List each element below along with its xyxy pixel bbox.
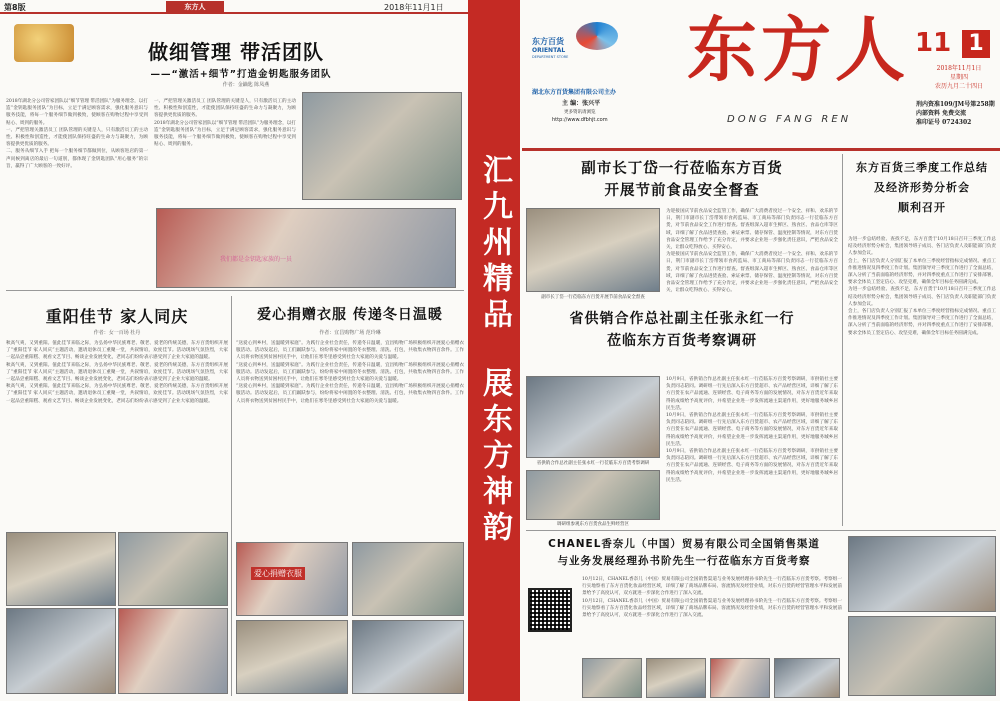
page-number: 第8版 xyxy=(4,3,26,12)
article-title-line: 顺利召开 xyxy=(898,201,946,214)
celebration-photo-2 xyxy=(118,532,228,606)
food-safety-photo xyxy=(526,208,660,292)
article-paragraph: 为迎接国庆节前食品安全监管工作，确保广大消费者度过一个安全、祥和、欢乐的节日，荆门市副市长丁岱带领市食药监局、市工商局等部门负责同志一行莅临东方百货，对节前食品安全工作进行督查。督查组深入超市生鲜区、熟食区、食品仓库等区域，详细了解了食品进货查验、索证索票、储存保管、温度控制等情况，对东方百货食品安全管理工作给予了充分肯定，并要求企业进一步强化责任意识，严把食品安全关，让群众吃得放心、买得安心。 xyxy=(666,252,838,294)
article-chanel xyxy=(526,536,842,700)
left-page-header xyxy=(0,0,468,14)
header-masthead-badge xyxy=(166,1,224,12)
brand-logo-icon xyxy=(576,22,618,50)
editor-name: 张兴平 xyxy=(582,100,601,107)
chanel-photo-3 xyxy=(710,658,770,698)
article-title xyxy=(848,158,996,218)
article-q3-summary xyxy=(848,154,996,700)
article-byline: 作者：女一百场 杜丹 xyxy=(93,330,141,336)
permit-number: 刑内资准109/JM号第258期 xyxy=(916,101,995,108)
banner-text: 爱心捐赠衣服 xyxy=(251,567,305,580)
divider-vertical xyxy=(231,296,232,696)
article-food-safety xyxy=(526,154,838,300)
masthead-pinyin: DONG FANG REN xyxy=(727,114,852,125)
sponsor-line: 湖北东方百货集团有限公司主办 xyxy=(532,89,617,96)
article-emblem xyxy=(14,24,74,62)
website-link[interactable]: http://www.dfbhjt.com xyxy=(552,117,608,123)
chanel-photo-1 xyxy=(582,658,642,698)
article-title-line: CHANEL香奈儿（中国）贸易有限公司全国销售渠道 xyxy=(548,538,820,550)
chanel-photo-4 xyxy=(774,658,840,698)
article-paragraph: 为进一步总结经验、查找不足，东方百货于10月18日召开三季度工作总结及经济形势分析会，集团领导班子成员、各门店负责人及职能部门负责人参加会议。 xyxy=(848,287,996,307)
article-paragraph: “送爱心到乡村，送温暖到家庭”。为践行企业社会责任，传递冬日温暖，宜昌购物广场积极组织开展爱心捐赠衣服活动。活动发起后，员工们踊跃参与，纷纷将家中闲置的冬衣整理、清洗、打包，共收集衣物四百余件。工作人员将衣物送到贫困村民手中，让他们在寒冬里感受到社会大家庭的关爱与温暖。 xyxy=(236,384,464,404)
meeting-photo-1 xyxy=(848,536,996,612)
article-supply-coop xyxy=(526,308,838,528)
divider xyxy=(6,290,464,291)
article-title-line: 莅临东方百货考察调研 xyxy=(607,333,757,349)
brand-name-en: ORIENTAL xyxy=(532,47,566,54)
donation-photo-3 xyxy=(236,620,348,694)
article-paragraph: “送爱心到乡村，送温暖到家庭”。为践行企业社会责任，传递冬日温暖，宜昌购物广场积极组织开展爱心捐赠衣服活动。活动发起后，员工们踊跃参与，纷纷将家中闲置的冬衣整理、清洗、打包，共收集衣物四百余件。工作人员将衣物送到贫困村民手中，让他们在寒冬里感受到社会大家庭的关爱与温暖。 xyxy=(236,362,464,383)
article-title-line: 开展节前食品安全督查 xyxy=(604,183,760,199)
issue-date: 2018年11月1日 xyxy=(936,65,982,72)
article-title: 重阳佳节 家人同庆 xyxy=(45,307,189,326)
center-spine xyxy=(468,0,520,701)
article-byline: 作者：宜昌购物广场 范玲琳 xyxy=(319,330,381,336)
meeting-photo-2 xyxy=(848,616,996,696)
issue-info xyxy=(920,64,998,91)
article-body-col2 xyxy=(154,98,296,208)
article-title-line: 与业务发展经理孙书阶先生一行莅临东方百货考察 xyxy=(557,555,811,567)
article-title xyxy=(526,536,842,570)
article-paragraph: 10月9日，省供销合作总社副主任张永红一行莅临东方百货考察调研，市供销社主要负责同志陪同。调研组一行先后深入东方百货超市、农产品经营区域，详细了解了东方百货在农产品流通、连锁经营、电子商务等方面的发展情况，对东方百货近年来取得的成绩给予高度评价，并希望企业进一步发挥流通主渠道作用，更好地服务城乡居民生活。 xyxy=(666,449,838,483)
article-body xyxy=(666,208,838,304)
divider-vertical xyxy=(842,154,843,526)
celebration-photo-3 xyxy=(6,608,116,694)
article-title: 做细管理 带活团队 xyxy=(148,40,324,64)
masthead xyxy=(522,0,1000,148)
article-subtitle: ——“激活+细节”打造金钥匙服务团队 xyxy=(150,69,332,80)
article-paragraph: 会上，各门店负责人分别汇报了本单位三季度经营指标完成情况、重点工作推进情况及四季度工作计划。集团领导对三季度工作进行了全面总结，深入分析了当前面临的经济形势，并对四季度重点工作进行了安排部署，要求全体员工坚定信心、攻坚克难，确保全年目标任务圆满完成。 xyxy=(848,258,996,286)
editor-line xyxy=(562,98,600,107)
article-byline: 作者：金鑰匙 陈凤燕 xyxy=(222,82,270,88)
article-paragraph: 一、严把管理关激活员工 团队管理的关键是人，只有激活员工的主动性、积极性和创造性，才能使团队保持旺盛的生命力与凝聚力，为顾客提供更优质的服务。 xyxy=(6,127,148,148)
article-team-management xyxy=(6,18,464,290)
issue-lunar: 农历九月二十四日 xyxy=(934,83,983,90)
more-info: 更多资讯请浏览 xyxy=(564,110,596,115)
article-title xyxy=(526,158,838,202)
issue-month: 11 xyxy=(915,28,952,58)
donation-photo-2 xyxy=(352,542,464,616)
permit-number-2: 准印证号 0724302 xyxy=(916,119,972,126)
brand-name: 东方百货 xyxy=(532,37,564,46)
coop-caption-1: 省供销合作总社副主任张永红一行莅临东方百货考察调研 xyxy=(536,461,650,466)
permit-info xyxy=(916,100,1000,127)
article-paragraph: “送爱心到乡村，送温暖到家庭”。为践行企业社会责任，传递冬日温暖，宜昌购物广场积极组织开展爱心捐赠衣服活动。活动发起后，员工们踊跃参与，纷纷将家中闲置的冬衣整理、清洗、打包，共收集衣物四百余件。工作人员将衣物送到贫困村民手中，让他们在寒冬里感受到社会大家庭的关爱与温暖。 xyxy=(236,341,464,361)
article-body xyxy=(848,236,996,526)
donation-photo-4 xyxy=(352,620,464,694)
qr-code[interactable] xyxy=(528,588,572,632)
editor-label: 主 编： xyxy=(562,100,583,107)
team-photo xyxy=(302,92,462,200)
article-title-line: 省供销合作总社副主任张永红一行 xyxy=(569,311,795,327)
article-paragraph: 一、严把管理关激活员工 团队管理的关键是人，只有激活员工的主动性、积极性和创造性，才能使团队保持旺盛的生命力与凝聚力，为顾客提供更优质的服务。 xyxy=(154,99,296,119)
article-body xyxy=(6,340,228,528)
article-paragraph: 秋高气爽，又到重阳。值此佳节来临之际，为弘扬中华民族尊老、敬老、爱老的传统美德，东方百货组织开展了“重阳佳节 家人同庆”主题活动，邀请退休员工重聚一堂，共叙情谊，欢度佳节。活动现场气氛热烈，大家一起品尝重阳糕、观看文艺节目、畅谈企业发展变化，老同志们纷纷表示感受到了企业大家庭的温暖。 xyxy=(6,362,228,383)
article-paragraph: 10月9日，省供销合作总社副主任张永红一行莅临东方百货考察调研，市供销社主要负责同志陪同。调研组一行先后深入东方百货超市、农产品经营区域，详细了解了东方百货在农产品流通、连锁经营、电子商务等方面的发展情况，对东方百货近年来取得的成绩给予高度评价，并希望企业进一步发挥流通主渠道作用，更好地服务城乡居民生活。 xyxy=(666,377,838,411)
spine-slogan: 汇九州精品 展东方神韵 xyxy=(477,154,512,547)
celebration-photo-4 xyxy=(118,608,228,694)
team-group-photo xyxy=(156,208,456,288)
header-masthead-text: 东方人 xyxy=(184,2,206,11)
article-paragraph: 10月12日，CHANEL香奈儿（中国）贸易有限公司全国销售渠道与业务发展经理孙书阶先生一行莅临东方百货考察。考察组一行实地察看了东方百货化妆品经营区域，详细了解了商场品牌布局、客流情况及经营业绩，对东方百货的经营管理水平和发展前景给予了高度认可，双方就进一步深化合作进行了深入交流。 xyxy=(582,598,842,619)
article-clothing-donation xyxy=(236,296,464,696)
article-title-line: 东方百货三季度工作总结 xyxy=(856,161,988,174)
article-title-line: 副市长丁岱一行莅临东方百货 xyxy=(581,161,783,177)
chanel-photo-2 xyxy=(646,658,706,698)
article-body xyxy=(582,576,842,656)
article-title-line: 及经济形势分析会 xyxy=(874,181,970,194)
article-body-col1 xyxy=(6,98,148,288)
donation-photo-banner xyxy=(236,542,348,616)
internal-note: 内部资料 免费交流 xyxy=(916,110,967,117)
article-paragraph: 会上，各门店负责人分别汇报了本单位三季度经营指标完成情况、重点工作推进情况及四季度工作计划。集团领导对三季度工作进行了全面总结，深入分析了当前面临的经济形势，并对四季度重点工作进行了安排部署，要求全体员工坚定信心、攻坚克难，确保全年目标任务圆满完成。 xyxy=(848,309,996,336)
article-title: 爱心捐赠衣服 传递冬日温暖 xyxy=(257,307,443,323)
article-paragraph: 二、服务从细节入手 把每一个服务细节都做到位，从顾客进店的第一声问候到离店的最后一句道别，都体现了金钥匙团队“用心服务”的宗旨，赢得了广大顾客的一致好评。 xyxy=(6,149,148,169)
article-title xyxy=(526,308,838,352)
issue-weekday: 星期四 xyxy=(949,74,968,81)
coop-photo-2 xyxy=(526,470,660,520)
article-paragraph: 2018年湖北分公司管家团队以“细节管理 带活团队”为服务理念，以打造“金钥匙服务团队”为目标，立足于满足顾客需求，强化服务意识与服务技能，将每一个服务细节做到极致，使顾客在购物过程中享受到贴心、周到的服务。 xyxy=(6,99,148,126)
article-paragraph: 秋高气爽，又到重阳。值此佳节来临之际，为弘扬中华民族尊老、敬老、爱老的传统美德，东方百货组织开展了“重阳佳节 家人同庆”主题活动，邀请退休员工重聚一堂，共叙情谊，欢度佳节。活动现场气氛热烈，大家一起品尝重阳糕、观看文艺节目、畅谈企业发展变化，老同志们纷纷表示感受到了企业大家庭的温暖。 xyxy=(6,384,228,404)
article-paragraph: 为进一步总结经验、查找不足，东方百货于10月18日召开三季度工作总结及经济形势分析会，集团领导班子成员、各门店负责人及职能部门负责人参加会议。 xyxy=(848,237,996,257)
masthead-logo: 东方人 xyxy=(687,9,909,91)
article-paragraph: 为迎接国庆节前食品安全监管工作，确保广大消费者度过一个安全、祥和、欢乐的节日，荆门市副市长丁岱带领市食药监局、市工商局等部门负责同志一行莅临东方百货，对节前食品安全工作进行督查。督查组深入超市生鲜区、熟食区、食品仓库等区域，详细了解了食品进货查验、索证索票、储存保管、温度控制等情况，对东方百货食品安全管理工作给予了充分肯定，并要求企业进一步强化责任意识，严把食品安全关，让群众吃得放心、买得安心。 xyxy=(666,209,838,251)
coop-caption-2: 调研组参观东方百货食品生鲜经营区 xyxy=(557,522,629,527)
article-body xyxy=(666,376,838,526)
article-body xyxy=(236,340,464,538)
header-date: 2018年11月1日 xyxy=(384,3,444,12)
brand-name-sub: DEPARTMENT STORE xyxy=(532,55,569,59)
issue-day: 1 xyxy=(968,31,984,56)
masthead-rule xyxy=(522,148,1000,151)
article-paragraph: 2018年湖北分公司管家团队以“细节管理 带活团队”为服务理念，以打造“金钥匙服务团队”为目标，立足于满足顾客需求，强化服务意识与服务技能，将每一个服务细节做到极致，使顾客在购物过程中享受到贴心、周到的服务。 xyxy=(154,120,296,148)
celebration-photo-1 xyxy=(6,532,116,606)
article-paragraph: 秋高气爽，又到重阳。值此佳节来临之际，为弘扬中华民族尊老、敬老、爱老的传统美德，东方百货组织开展了“重阳佳节 家人同庆”主题活动，邀请退休员工重聚一堂，共叙情谊，欢度佳节。活动现场气氛热烈，大家一起品尝重阳糕、观看文艺节目、畅谈企业发展变化，老同志们纷纷表示感受到了企业大家庭的温暖。 xyxy=(6,341,228,361)
article-paragraph: 10月12日，CHANEL香奈儿（中国）贸易有限公司全国销售渠道与业务发展经理孙书阶先生一行莅临东方百货考察。考察组一行实地察看了东方百货化妆品经营区域，详细了解了商场品牌布局、客流情况及经营业绩，对东方百货的经营管理水平和发展前景给予了高度认可，双方就进一步深化合作进行了深入交流。 xyxy=(582,577,842,597)
food-safety-caption: 副市长丁岱一行莅临东方百货开展节前食品安全督查 xyxy=(541,295,645,300)
issue-day-badge xyxy=(962,30,990,58)
coop-photo-1 xyxy=(526,376,660,458)
article-paragraph: 10月9日，省供销合作总社副主任张永红一行莅临东方百货考察调研，市供销社主要负责同志陪同。调研组一行先后深入东方百货超市、农产品经营区域，详细了解了东方百货在农产品流通、连锁经营、电子商务等方面的发展情况，对东方百货近年来取得的成绩给予高度评价，并希望企业进一步发挥流通主渠道作用，更好地服务城乡居民生活。 xyxy=(666,413,838,447)
team-photo-caption: 我们都是金钥匙家族的一员 xyxy=(219,256,292,263)
article-double-ninth xyxy=(6,296,228,696)
